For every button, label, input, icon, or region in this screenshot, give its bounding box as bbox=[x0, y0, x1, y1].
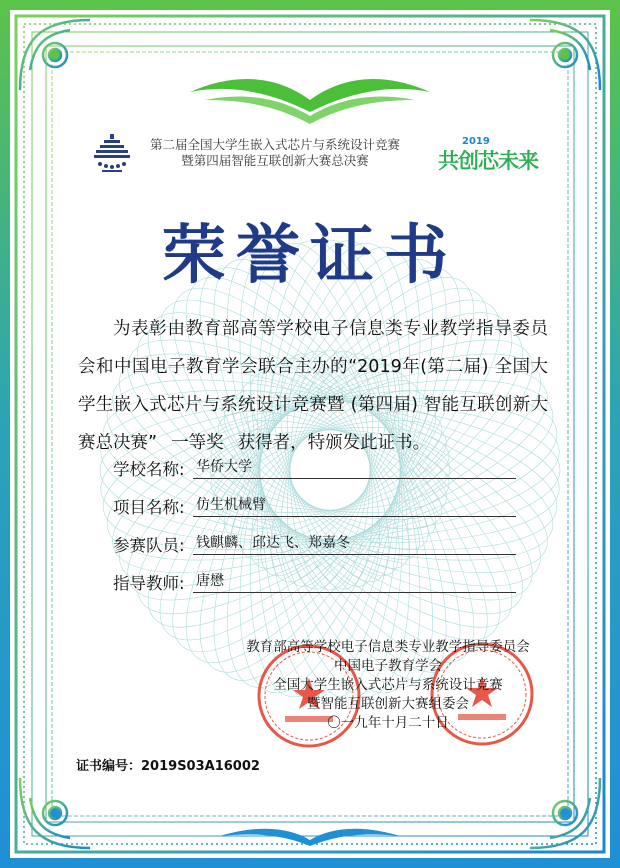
award-level: 一等奖 bbox=[171, 433, 224, 453]
field-label: 指导教师: bbox=[113, 574, 185, 593]
award-statement bbox=[78, 310, 548, 462]
field-members bbox=[113, 532, 350, 558]
certificate-title: 荣誉证书 bbox=[162, 218, 458, 293]
statement-text: 为表彰由教育部高等学校电子信息类专业教学指导委员会和中国电子教育学会联合主办的“2019年(第二届) 全国大学生嵌入式芯片与系统设计竞赛暨 (第四届) 智能互联创新大赛总决赛” bbox=[78, 319, 548, 453]
field-project bbox=[113, 494, 266, 520]
issue-date: 〇一九年十月二十日 bbox=[327, 715, 449, 731]
certificate-number bbox=[76, 755, 260, 774]
issuer-line-1: 教育部高等学校电子信息类专业教学指导委员会 bbox=[246, 639, 530, 655]
field-value: 仿生机械臂 bbox=[193, 494, 516, 517]
field-value: 钱麒麟、邱达飞、郑嘉冬 bbox=[193, 532, 516, 555]
slogan-logo bbox=[438, 136, 543, 172]
issuer-line-3: 全国大学生嵌入式芯片与系统设计竞赛 bbox=[273, 677, 503, 693]
field-label: 学校名称: bbox=[113, 460, 185, 479]
field-advisor bbox=[113, 570, 224, 596]
statement-closing: 获得者，特颁发此证书。 bbox=[237, 433, 431, 453]
issuer-line-4: 暨智能互联创新大赛组委会 bbox=[307, 696, 469, 712]
organizer-heading bbox=[130, 137, 420, 169]
certificate-number-value: 2019S03A16002 bbox=[141, 759, 260, 774]
field-school bbox=[113, 456, 252, 482]
certificate-number-label: 证书编号： bbox=[76, 759, 142, 774]
field-label: 项目名称: bbox=[113, 498, 185, 517]
field-value: 唐懋 bbox=[193, 570, 516, 593]
contest-logo-icon bbox=[92, 132, 132, 176]
slogan-text: 共创芯未来 bbox=[438, 149, 538, 173]
issuer-line-2: 中国电子教育学会 bbox=[334, 658, 442, 674]
organizer-line-2: 暨第四届智能互联创新大赛总决赛 bbox=[181, 153, 369, 168]
field-value: 华侨大学 bbox=[193, 456, 516, 479]
field-label: 参赛队员: bbox=[113, 536, 185, 555]
issuing-organizations bbox=[218, 638, 558, 733]
organizer-line-1: 第二届全国大学生嵌入式芯片与系统设计竞赛 bbox=[149, 137, 400, 152]
slogan-year: 2019 bbox=[462, 136, 490, 147]
